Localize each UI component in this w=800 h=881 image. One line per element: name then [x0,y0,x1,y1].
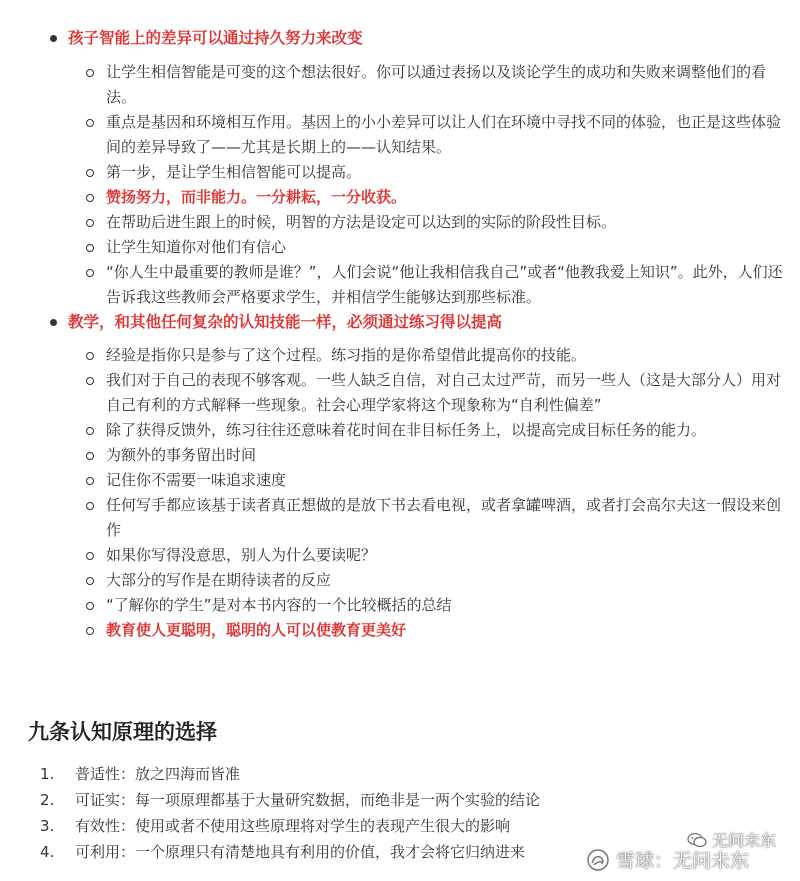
list-item [68,418,784,443]
principle-item [0,839,540,865]
bullet-circle [86,627,94,635]
watermark [580,828,790,878]
list-item [68,368,784,418]
watermark-text-2: 雪球：无问未东 [616,850,750,872]
bullet-circle [86,452,94,460]
list-item [68,160,784,185]
bullet-circle [86,119,94,127]
list-item [68,60,784,110]
bullet-disc [50,319,57,326]
section-heading: 九条认知原理的选择 [28,720,217,744]
list-item-text: “你人生中最重要的教师是谁？”，人们会说“他让我相信我自己”或者“他教我爱上知识”。此外，人们还告诉我这些教师会严格要求学生，并相信学生能够达到那些标准。 [106,263,783,306]
section-2 [0,310,800,643]
bullet-circle [86,352,94,360]
principle-text: 可证实：每一项原理都基于大量研究数据，而绝非是一两个实验的结论 [75,791,541,809]
list-item-text: 记住你不需要一味追求速度 [106,471,287,489]
section-title: 教学，和其他任何复杂的认知技能一样，必须通过练习得以提高 [68,313,503,331]
bullet-circle [86,427,94,435]
principle-number: 4. [40,843,55,861]
list-item-text: 教育使人更聪明，聪明的人可以使教育更美好 [106,621,407,639]
list-item [68,543,784,568]
list-item-text: “了解你的学生”是对本书内容的一个比较概括的总结 [106,596,452,614]
list-item [68,260,784,310]
list-item [68,210,784,235]
list-item-text: 在帮助后进生跟上的时候，明智的方法是设定可以达到的实际的阶段性目标。 [106,213,617,231]
list-item-text: 任何写手都应该基于读者真正想做的是放下书去看电视，或者拿罐啤酒，或者打会高尔夫这一假设来创作 [106,496,782,539]
bullet-circle [86,502,94,510]
principle-text: 有效性：使用或者不使用这些原理将对学生的表现产生很大的影响 [75,817,511,835]
bullet-circle [86,244,94,252]
principle-text: 可利用：一个原理只有清楚地具有利用的价值，我才会将它归纳进来 [75,843,526,861]
list-item-text: 大部分的写作是在期待读者的反应 [106,571,332,589]
principle-number: 3. [40,817,55,835]
list-item [68,568,784,593]
list-item-text: 重点是基因和环境相互作用。基因上的小小差异可以让人们在环境中寻找不同的体验，也正是这些体验间的差异导致了——尤其是长期上的——认知结果。 [106,113,782,156]
bullet-circle [86,602,94,610]
list-item-highlight [68,185,784,210]
list-item-highlight [68,618,784,643]
list-item [68,493,784,543]
list-item-text: 经验是指你只是参与了这个过程。练习指的是你希望借此提高你的技能。 [106,346,587,364]
principle-text: 普适性：放之四海而皆准 [75,765,241,783]
bullet-circle [86,377,94,385]
xueqiu-snowball-icon [586,848,610,872]
list-item [68,443,784,468]
bullet-disc [50,35,57,42]
bullet-circle [86,194,94,202]
list-item-text: 让学生相信智能是可变的这个想法很好。你可以通过表扬以及谈论学生的成功和失败来调整他们的看法。 [106,63,767,106]
principle-item [0,813,540,839]
list-item-text: 第一步，是让学生相信智能可以提高。 [106,163,362,181]
list-item-text: 赞扬努力，而非能力。一分耕耘，一分收获。 [106,188,407,206]
section-1-items [68,60,800,310]
list-item-text: 如果你写得没意思，别人为什么要读呢？ [106,546,377,564]
watermark-line-2 [586,846,749,873]
principles-list [0,761,540,865]
list-item [68,593,784,618]
list-item [68,468,784,493]
list-item-text: 让学生知道你对他们有信心 [106,238,287,256]
list-item [68,343,784,368]
list-item-text: 我们对于自己的表现不够客观。一些人缺乏自信，对自己太过严苛，而另一些人（这是大部分人）用对自己有利的方式解释一些现象。社会心理学家将这个现象称为“自利性偏差” [106,371,782,414]
list-item [68,235,784,260]
bullet-circle [86,552,94,560]
list-item-text: 除了获得反馈外，练习往往还意味着花时间在非目标任务上，以提高完成目标任务的能力。 [106,421,707,439]
section-1 [0,0,800,310]
section-2-items [68,343,800,643]
list-item-text: 为额外的事务留出时间 [106,446,257,464]
principle-item [0,787,540,813]
bullet-circle [86,169,94,177]
principle-number: 2. [40,791,55,809]
bullet-circle [86,219,94,227]
bullet-circle [86,69,94,77]
list-item [68,110,784,160]
principle-item [0,761,540,787]
bullet-circle [86,269,94,277]
section-title: 孩子智能上的差异可以通过持久努力来改变 [68,29,363,47]
watermark-text-1: 无问未东 [711,831,776,850]
bullet-circle [86,577,94,585]
principle-number: 1. [40,765,55,783]
bullet-circle [86,477,94,485]
